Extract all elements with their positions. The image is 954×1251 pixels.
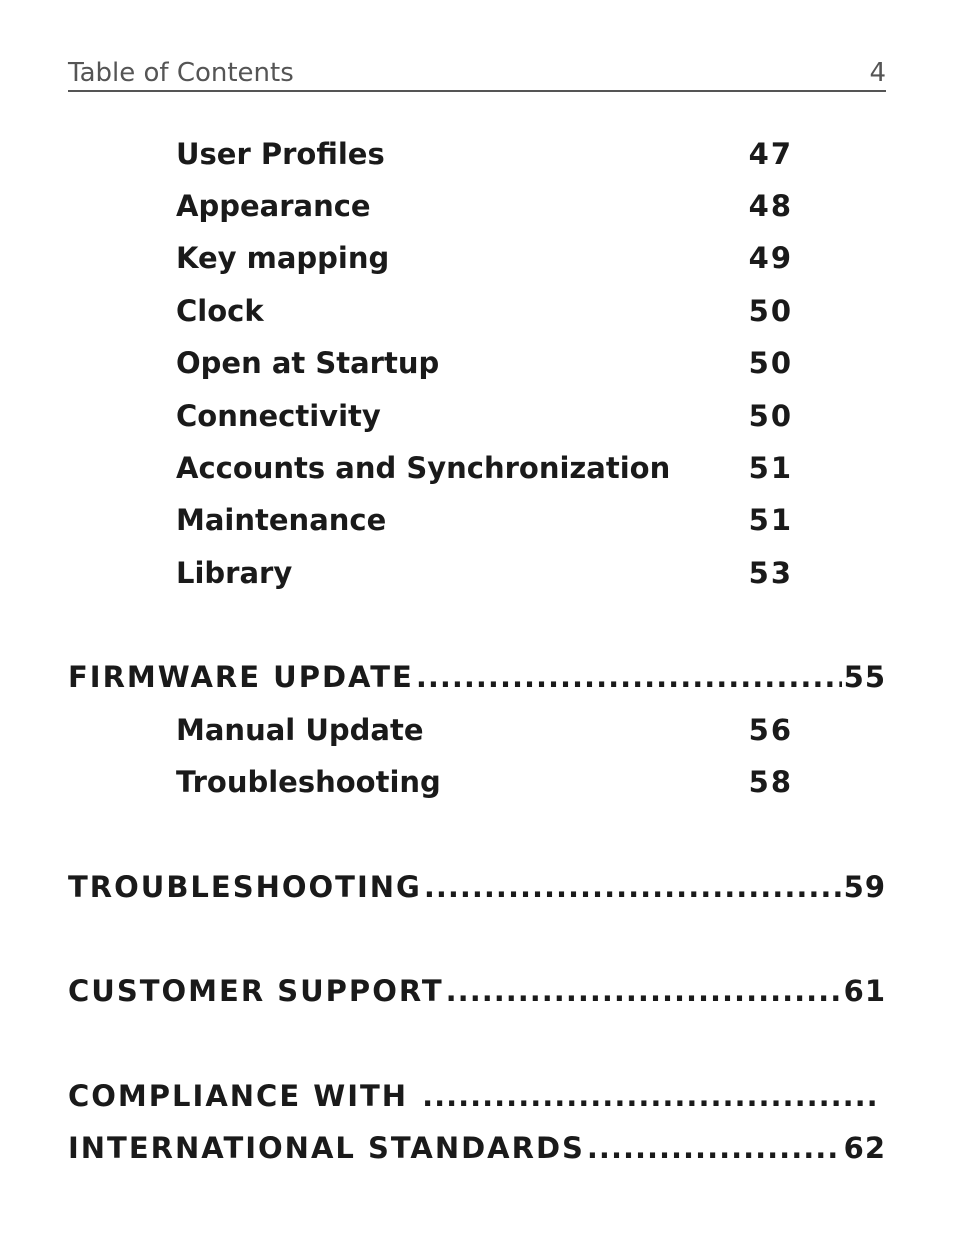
toc-entry-label: Connectivity xyxy=(176,399,381,433)
toc-entry-label: Key mapping xyxy=(176,241,390,275)
toc-entry-user-profiles[interactable] xyxy=(176,137,793,177)
toc-entry-manual-update[interactable] xyxy=(176,713,793,753)
toc-entry-page: 49 xyxy=(748,241,793,275)
toc-entry-maintenance[interactable] xyxy=(176,503,793,543)
toc-entry-page: 48 xyxy=(748,189,793,223)
toc-chapter-page: 59 xyxy=(843,870,886,904)
toc-entry-label: Library xyxy=(176,556,293,590)
toc-entry-page: 53 xyxy=(748,556,793,590)
toc-chapter-compliance-line2[interactable] xyxy=(68,1131,886,1171)
toc-entry-open-at-startup[interactable] xyxy=(176,346,793,386)
toc-entry-label: Appearance xyxy=(176,189,371,223)
toc-entry-label: Clock xyxy=(176,294,264,328)
toc-entry-page: 58 xyxy=(748,765,793,799)
toc-chapter-page: 62 xyxy=(843,1131,886,1165)
toc-chapter-compliance-line1[interactable] xyxy=(68,1079,886,1119)
toc-entry-label: Accounts and Synchronization xyxy=(176,451,671,485)
toc-entry-page: 51 xyxy=(748,451,793,485)
toc-chapter-label: TROUBLESHOOTING xyxy=(68,870,422,904)
toc-chapter-label: CUSTOMER SUPPORT xyxy=(68,974,444,1008)
dot-leader xyxy=(422,1079,878,1113)
running-header-title: Table of Contents xyxy=(68,58,294,88)
toc-entry-label: Manual Update xyxy=(176,713,424,747)
toc-chapter-page: 61 xyxy=(843,974,886,1008)
toc-chapter-customer-support[interactable] xyxy=(68,974,886,1014)
running-header xyxy=(68,58,886,92)
toc-chapter-troubleshooting[interactable] xyxy=(68,870,886,910)
toc-entry-page: 50 xyxy=(748,294,793,328)
toc-entry-library[interactable] xyxy=(176,556,793,596)
dot-leader xyxy=(424,870,842,904)
toc-chapter-label: FIRMWARE UPDATE xyxy=(68,660,414,694)
toc-entry-connectivity[interactable] xyxy=(176,399,793,439)
toc-entry-label: Maintenance xyxy=(176,503,387,537)
dot-leader xyxy=(446,974,842,1008)
dot-leader xyxy=(587,1131,842,1165)
toc-entry-appearance[interactable] xyxy=(176,189,793,229)
toc-entry-page: 47 xyxy=(748,137,793,171)
toc-entry-clock[interactable] xyxy=(176,294,793,334)
toc-chapter-label: INTERNATIONAL STANDARDS xyxy=(68,1131,585,1165)
toc-entry-page: 56 xyxy=(748,713,793,747)
toc-entry-label: User Profiles xyxy=(176,137,385,171)
toc-entry-label: Open at Startup xyxy=(176,346,440,380)
toc-entry-accounts-sync[interactable] xyxy=(176,451,793,491)
toc-entry-label: Troubleshooting xyxy=(176,765,441,799)
toc-chapter-firmware-update[interactable] xyxy=(68,660,886,700)
toc-chapter-label: COMPLIANCE WITH xyxy=(68,1079,409,1113)
page-number: 4 xyxy=(869,58,886,88)
toc-entry-page: 50 xyxy=(748,346,793,380)
toc-entry-page: 50 xyxy=(748,399,793,433)
toc-entry-firmware-troubleshooting[interactable] xyxy=(176,765,793,805)
toc-entry-key-mapping[interactable] xyxy=(176,241,793,281)
toc-chapter-page: 55 xyxy=(843,660,886,694)
toc-entry-page: 51 xyxy=(748,503,793,537)
dot-leader xyxy=(416,660,842,694)
